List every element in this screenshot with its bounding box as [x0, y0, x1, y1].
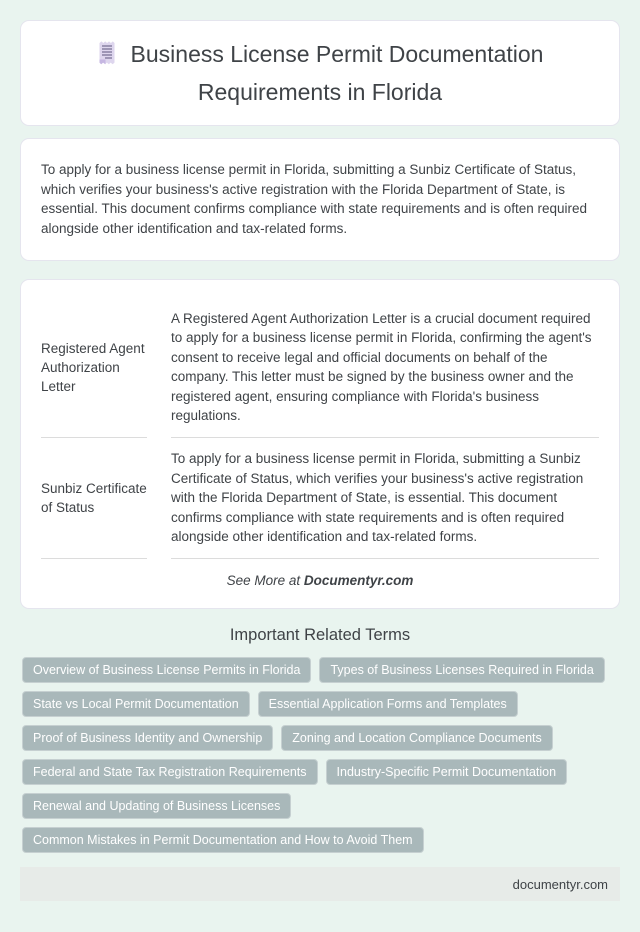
header-card — [20, 20, 620, 126]
related-terms-list — [22, 657, 618, 853]
related-term-tag[interactable]: Common Mistakes in Permit Documentation and How to Avoid Them — [22, 827, 424, 853]
page-title-text: Business License Permit Documentation Requirements in Florida — [130, 41, 544, 105]
related-term-tag[interactable]: Proof of Business Identity and Ownership — [22, 725, 273, 751]
page — [0, 20, 640, 901]
document-term: Sunbiz Certificate of Status — [41, 438, 147, 559]
table-row — [41, 438, 599, 559]
intro-paragraph: To apply for a business license permit in Florida, submitting a Sunbiz Certificate of Status, which verifies your business's active registration with the Florida Department of State, is essential. This document confirms compliance with state requirements and is often required alongside other identification and tax-related forms. — [41, 162, 588, 236]
documents-card — [20, 279, 620, 609]
see-more-prefix: See More at — [226, 573, 304, 589]
related-term-tag[interactable]: Federal and State Tax Registration Requirements — [22, 759, 318, 785]
related-term-tag[interactable]: Zoning and Location Compliance Documents — [281, 725, 552, 751]
intro-card — [20, 138, 620, 261]
document-description: A Registered Agent Authorization Letter is a crucial document required to apply for a business license permit in Florida, confirming the agent's consent to receive legal and official documents on behalf of the company. This letter must be signed by the business owner and the registered agent, ensuring compliance with Florida's business regulations. — [171, 298, 599, 438]
related-term-tag[interactable]: Overview of Business License Permits in Florida — [22, 657, 311, 683]
footer-bar — [20, 867, 620, 901]
table-row — [41, 298, 599, 438]
receipt-icon — [97, 40, 117, 76]
related-term-tag[interactable]: State vs Local Permit Documentation — [22, 691, 250, 717]
related-term-tag[interactable]: Industry-Specific Permit Documentation — [326, 759, 568, 785]
see-more-site-link[interactable]: Documentyr.com — [303, 573, 414, 589]
related-terms-heading: Important Related Terms — [229, 626, 411, 645]
related-term-tag[interactable]: Types of Business Licenses Required in Florida — [319, 657, 604, 683]
related-term-tag[interactable]: Renewal and Updating of Business Licenses — [22, 793, 291, 819]
document-description: To apply for a business license permit in Florida, submitting a Sunbiz Certificate of Status, which verifies your business's active registration with the Florida Department of State, is essential. This document confirms compliance with state requirements and is often required alongside other identification and tax-related forms. — [171, 438, 599, 559]
footer-site-link[interactable]: documentyr.com — [512, 876, 608, 892]
document-term: Registered Agent Authorization Letter — [41, 298, 147, 438]
related-term-tag[interactable]: Essential Application Forms and Templates — [258, 691, 518, 717]
page-title — [49, 38, 591, 109]
see-more-note — [41, 573, 599, 588]
